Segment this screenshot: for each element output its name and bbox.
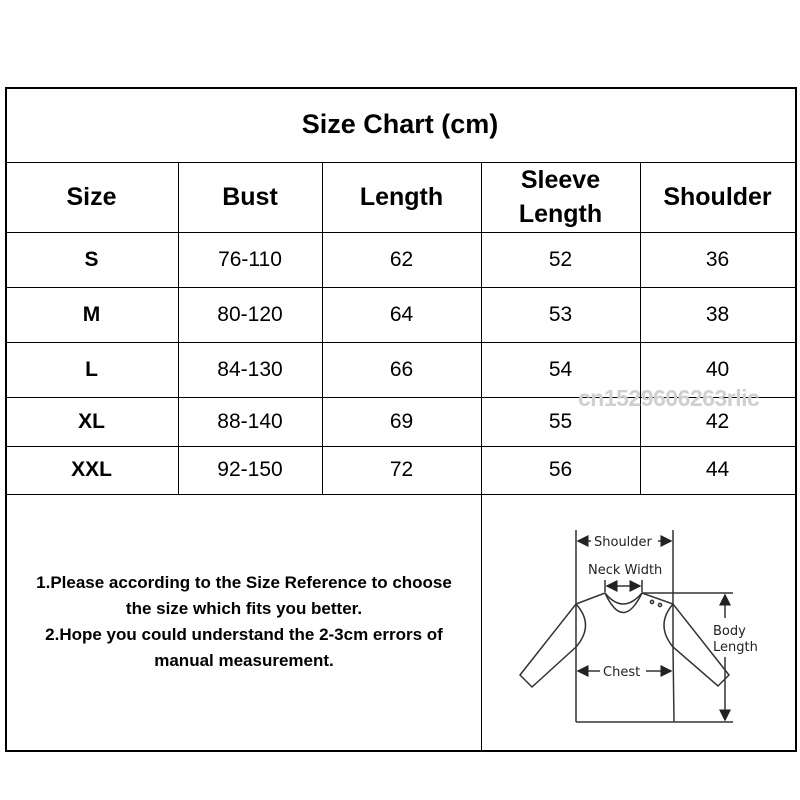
table-cell: 56 — [548, 458, 573, 481]
size-label: XXL — [71, 458, 112, 481]
table-cell: 40 — [705, 357, 730, 381]
table-cell: 84-130 — [217, 357, 283, 381]
table-cell: 80-120 — [217, 302, 283, 326]
page-title: Size Chart (cm) — [301, 109, 499, 139]
table-cell: 53 — [548, 302, 573, 326]
label-chest: Chest — [603, 665, 641, 680]
table-cell: 66 — [389, 357, 414, 381]
column-header: Length — [359, 183, 444, 211]
table-cell: 76-110 — [218, 247, 282, 271]
size-label: L — [85, 357, 98, 381]
column-header: Shoulder — [663, 183, 772, 211]
table-cell: 38 — [705, 302, 730, 326]
column-header: Sleeve Length — [518, 166, 603, 228]
note-2: 2.Hope you could understand the 2-3cm errors of manual measurement. — [45, 625, 443, 670]
table-cell: 62 — [389, 247, 414, 271]
table-cell: 36 — [705, 247, 730, 271]
size-label: S — [84, 247, 99, 271]
size-label: XL — [78, 409, 105, 433]
table-cell: 88-140 — [217, 409, 283, 433]
table-cell: 44 — [705, 458, 730, 481]
table-cell: 42 — [705, 409, 730, 433]
table-cell: 55 — [548, 409, 573, 433]
label-shoulder: Shoulder — [594, 535, 652, 550]
size-label: M — [82, 302, 101, 326]
label-length: Length — [713, 640, 758, 655]
watermark: cn1529606263rlic — [578, 385, 760, 411]
table-cell: 69 — [389, 409, 414, 433]
table-cell: 54 — [548, 357, 573, 381]
note-1: 1.Please according to the Size Reference to choose the size which fits you better. — [36, 573, 452, 618]
table-cell: 52 — [548, 247, 573, 271]
label-body: Body — [713, 624, 746, 639]
label-neck-width: Neck Width — [588, 563, 663, 578]
table-cell: 64 — [389, 302, 414, 326]
column-header: Size — [66, 183, 117, 211]
table-cell: 72 — [389, 458, 414, 481]
table-cell: 92-150 — [217, 458, 283, 481]
column-header: Bust — [222, 183, 278, 211]
